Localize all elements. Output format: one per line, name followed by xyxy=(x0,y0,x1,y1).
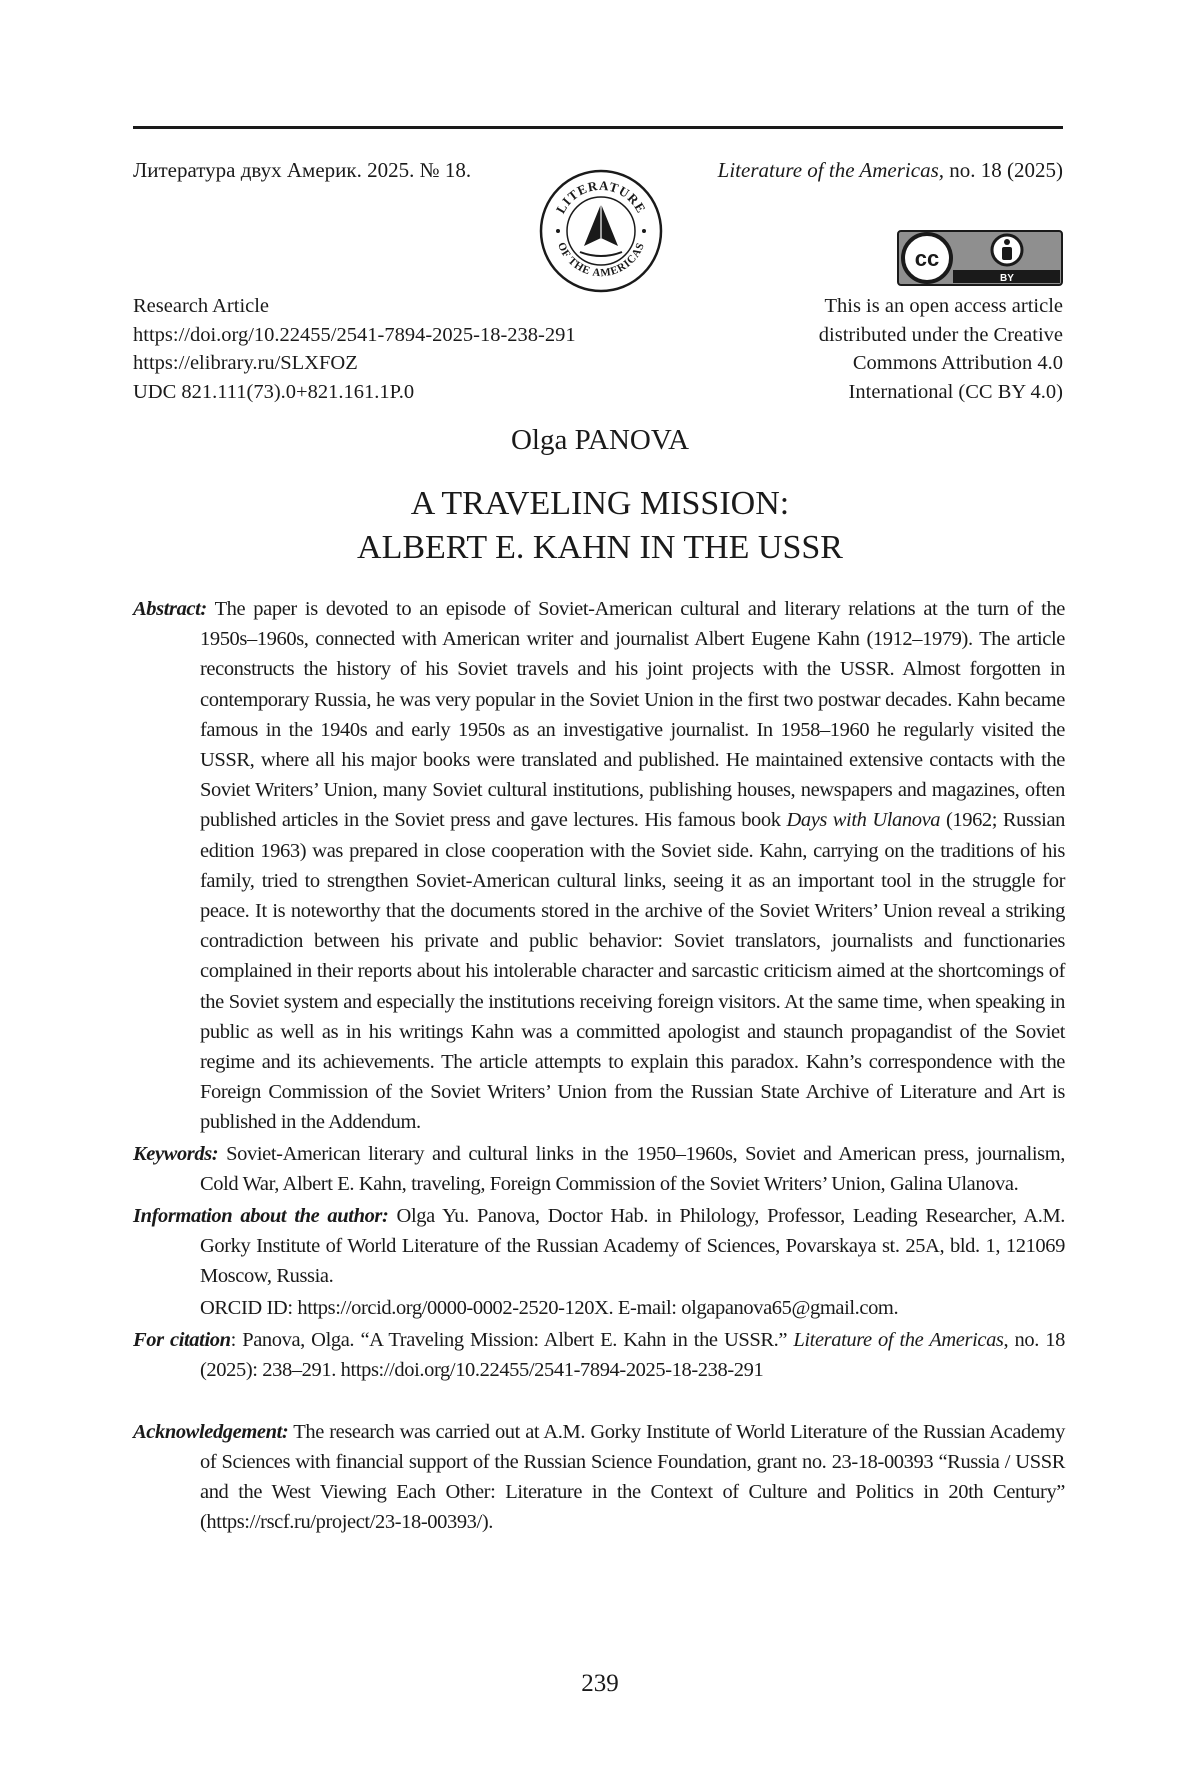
author-name: Olga PANOVA xyxy=(510,424,690,456)
logo-text-bottom: OF THE AMERICAS xyxy=(554,240,648,280)
article-metadata xyxy=(133,292,576,406)
abstract xyxy=(133,594,1065,1138)
keywords-label: Keywords: xyxy=(133,1143,219,1166)
by-text: BY xyxy=(1000,273,1014,284)
author-orcid-email[interactable]: ORCID ID: https://orcid.org/0000-0002-2520-120X. E-mail: olgapanova65@gmail.com. xyxy=(200,1297,899,1320)
author-info xyxy=(133,1201,1065,1292)
citation-journal: Literature of the Americas xyxy=(793,1328,1004,1351)
acknowledgement-text: The research was carried out at A.M. Gorky Institute of World Literature of the Russian Academy of Sciences with financial support of the Russian Science Foundation, grant no. 23-18-00393 “Russia / USSR and the West Viewing Each Other: Literature in the Context of Culture and Politics in 20th Century” (https://rscf.ru/project/23-18-00393/). xyxy=(200,1420,1065,1534)
running-header-russian: Литература двух Америк. 2025. № 18. xyxy=(133,158,472,182)
top-rule xyxy=(133,126,1063,129)
citation-text-2: , no. 18 (2025): 238–291. https://doi.org/10.22455/2541-7894-2025-18-238-291 xyxy=(200,1328,1065,1382)
abstract-book-title: Days with Ulanova xyxy=(786,809,941,832)
citation-label: For citation xyxy=(133,1328,231,1351)
journal-logo-seal xyxy=(538,168,664,294)
license-line-2: distributed under the Creative xyxy=(818,323,1063,346)
journal-name: Literature of the Americas, xyxy=(717,158,944,182)
license-line-4: International (CC BY 4.0) xyxy=(848,380,1063,403)
abstract-label: Abstract: xyxy=(133,598,207,620)
keywords-text: Soviet-American literary and cultural links in the 1950–1960s, Soviet and American press, journalism, Cold War, Albert E. Kahn, traveling, Foreign Commission of the Soviet Writers’ Union, Galina Ulanova. xyxy=(200,1143,1065,1196)
acknowledgement-label: Acknowledgement: xyxy=(133,1420,289,1443)
udc-code: UDC 821.111(73).0+821.161.1P.0 xyxy=(133,380,415,403)
title-line-2: ALBERT E. KAHN IN THE USSR xyxy=(357,529,843,566)
acknowledgement xyxy=(133,1417,1065,1538)
abstract-text-1: The paper is devoted to an episode of Soviet-American cultural and literary relations at the turn of the 1950s–1960s, connected with American writer and journalist Albert Eugene Kahn (1912–1979). The article reconstructs the history of his Soviet travels and his joint projects with the USSR. Almost forgotten in contemporary Russia, he was very popular in the Soviet Union in the first two postwar decades. Kahn became famous in the 1940s and early 1950s as an investigative journalist. In 1958–1960 he regularly visited the USSR, where all his major books were translated and published. He maintained extensive contacts with the Soviet Writers’ Union, many Soviet cultural institutions, publishing houses, newspapers and magazines, often published articles in the Soviet press and gave lectures. His famous book xyxy=(200,598,1065,832)
article-front-matter xyxy=(133,594,1065,1539)
page-number: 239 xyxy=(581,1670,619,1697)
license-line-1: This is an open access article xyxy=(824,295,1063,317)
citation xyxy=(133,1325,1065,1385)
abstract-text-2: (1962; Russian edition 1963) was prepared in close cooperation with the Soviet side. Kahn, carrying on the traditions of his family, tried to strengthen Soviet-American cultural links, seeing it as an important tool in the struggle for peace. It is noteworthy that the documents stored in the archive of the Soviet Writers’ Union reveal a striking contradiction between his private and public behavior: Soviet translators, journalists and functionaries complained in their reports about his intolerable character and sarcastic criticism aimed at the shortcomings of the Soviet system and especially the institutions receiving foreign visitors. At the same time, when speaking in public as well as in his writings Kahn was a committed apologist and staunch propagandist of the Soviet regime and its achievements. The article attempts to explain this paradox. Kahn’s correspondence with the Foreign Commission of the Soviet Writers’ Union from the Russian State Archive of Literature and Art is published in the Addendum. xyxy=(200,809,1066,1134)
license-statement xyxy=(819,292,1063,406)
article-title xyxy=(0,482,1200,570)
title-line-1: A TRAVELING MISSION: xyxy=(410,485,790,522)
section-spacer xyxy=(133,1387,1065,1417)
author-info-text: Olga Yu. Panova, Doctor Hab. in Philology, Professor, Leading Researcher, A.M. Gorky Institute of World Literature of the Russian Academy of Sciences, Povarskaya st. 25A, bld. 1, 121069 Moscow, Russia. xyxy=(200,1205,1065,1288)
journal-issue: no. 18 (2025) xyxy=(944,158,1063,182)
keywords xyxy=(133,1139,1065,1199)
article-type: Research Article xyxy=(133,295,270,317)
license-line-3: Commons Attribution 4.0 xyxy=(852,352,1063,374)
author-info-label: Information about the author: xyxy=(133,1205,389,1228)
doi-link[interactable]: https://doi.org/10.22455/2541-7894-2025-18-238-291 xyxy=(133,323,576,346)
cc-text: cc xyxy=(914,246,940,271)
elibrary-link[interactable]: https://elibrary.ru/SLXFOZ xyxy=(133,352,358,374)
svg-text:OF THE AMERICAS xyxy=(555,241,647,280)
citation-text-1: : Panova, Olga. “A Traveling Mission: Albert E. Kahn in the USSR.” xyxy=(230,1328,794,1351)
cc-by-license-badge[interactable] xyxy=(897,230,1063,286)
logo-text-top: LITERATURE xyxy=(552,177,650,217)
running-header-english xyxy=(718,158,1063,183)
